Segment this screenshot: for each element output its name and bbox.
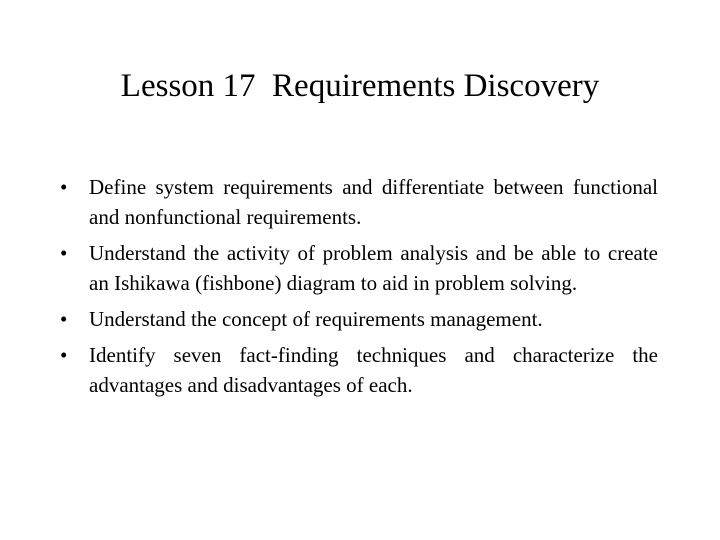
slide-title: Lesson 17 Requirements Discovery bbox=[120, 68, 600, 104]
bullet-item bbox=[60, 304, 658, 334]
bullet-item bbox=[60, 238, 658, 298]
bullet-list bbox=[60, 172, 658, 406]
bullet-marker: • bbox=[60, 343, 68, 367]
bullet-text: Identify seven fact-finding techniques and characterize the advantages and disadvantages of each. bbox=[89, 343, 658, 397]
bullet-item bbox=[60, 340, 658, 400]
bullet-marker: • bbox=[60, 307, 68, 331]
bullet-item bbox=[60, 172, 658, 232]
bullet-marker: • bbox=[60, 241, 68, 265]
bullet-marker: • bbox=[60, 175, 68, 199]
bullet-text: Understand the concept of requirements management. bbox=[89, 307, 543, 331]
bullet-text: Define system requirements and differentiate between functional and nonfunctional requirements. bbox=[89, 175, 658, 229]
bullet-text: Understand the activity of problem analysis and be able to create an Ishikawa (fishbone) diagram to aid in problem solving. bbox=[89, 241, 658, 295]
